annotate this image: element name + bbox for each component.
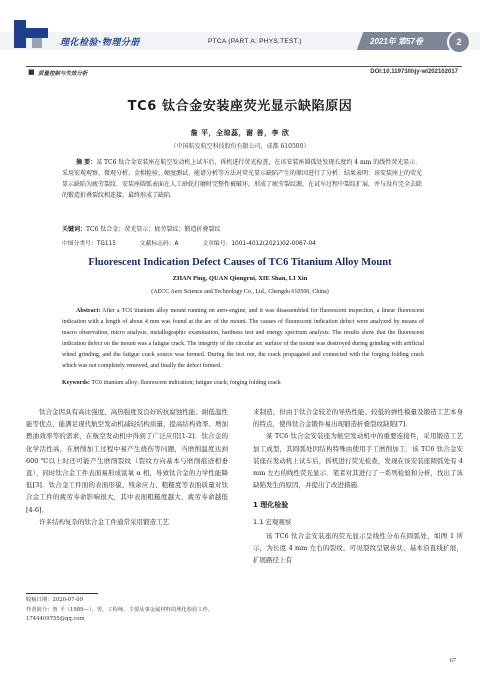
abstract-en-text: After a TC6 titanium alloy mount running on aero-engine, and it was disassembled for fluorescent inspection, a linear fluorescent indication with a length of about 4 mm was found at the arc of the mount. The causes of fluorescent indication defect were analyzed by means of macro observation, micro analysis, metallographic examination, hardness test and energy spectrum analysis. The results show that the fluorescent indication defect on the mount was a fatigue crack. The integrity of the circular arc surface of the mount was destroyed during grinding with artificial wheel grinding, and the fatigue crack source was formed. During the test run, the crack propagated and connected with the forging folding crack which was not completely removed, and finally the defect formed. bbox=[62, 308, 424, 369]
authors-cn: 詹 平，全琼蕊，谢 善，李 欣 bbox=[190, 129, 290, 137]
section-heading: 1 理化检验 bbox=[253, 501, 289, 510]
volume-label: 2021年 第57卷 bbox=[370, 37, 423, 46]
footnote bbox=[26, 596, 231, 625]
journal-logo-icon bbox=[10, 18, 60, 52]
abstract-en-label: Abstract: bbox=[76, 308, 101, 314]
keywords-cn-text: TC6 钛合金；荧光显示；疲劳裂纹；锻造折叠裂纹 bbox=[86, 226, 221, 233]
keywords-cn bbox=[62, 224, 424, 233]
keywords-cn-label: 关键词： bbox=[62, 226, 87, 233]
affiliation-en: (AECC Aero Science and Technology Co., Ltd., Chengdu 610500, China) bbox=[151, 289, 329, 295]
article-title-cn: TC6 钛合金安装座荧光显示缺陷原因 bbox=[127, 99, 353, 114]
body-paragraph: 某 TC6 钛合金安装座为航空发动机中的重要连接件，采用锻造工艺加工成型，其圆弧处因结构特殊由使用手工磨削加工．该 TC6 钛合金安装座在发动机上试车后，拆机进行荧光检查，发现在该安装座圆弧处有 4 mm 左右的线性荧光显示．笔者对其进行了一系列检验和分析，找出了该缺陷发生的原因，并提出了改进措施． bbox=[253, 432, 463, 490]
issue-badge: 2 bbox=[447, 30, 471, 54]
body-paragraph: 该 TC6 钛合金安装座的荧光显示呈线性分布在圆弧处，如图 1 所示，为长度 4 mm 左右的裂纹，可见裂纹呈锯齿状，基本沿直线扩展，扩展路径上有 bbox=[253, 531, 463, 565]
subsection-heading: 1.1 宏观观察 bbox=[253, 517, 292, 526]
article-number: 文章编号：1001-4012(2021)02-0067-04 bbox=[202, 241, 316, 247]
keywords-en bbox=[62, 378, 424, 389]
journal-section-title: 理化检验·物理分册 bbox=[60, 38, 140, 48]
footnote-divider bbox=[26, 593, 98, 594]
affiliation-cn: （中国航发航空科技股份有限公司，成都 610500） bbox=[170, 143, 310, 150]
section-divider bbox=[26, 66, 462, 67]
abstract-cn-label: 摘 要： bbox=[76, 159, 97, 166]
body-paragraph: 钛合金因具有高比强度、高热强度及良好的抗腐蚀性能、耐低温性能等优点，能满足现代航空发动机减轻结构质量、提高结构效率、增加燃油效率等的需求，在航空发动机中得到了广泛应用[1-2]．钛合金的化学活性高，在磨削加工过程中易产生烧伤等问题，当磨削温度达到 600 ℃以上时还可能产生磨削裂纹（裂纹方向基本与磨削痕迹相垂直），同时钛合金工件表面易形成富氧 α 相，导致钛合金的力学性能降低[3]．钛合金工件面的表面形貌、残余应力、粗糙度等表面质量对钛合金工件的疲劳寿命影响很大，其中表面粗糙度越大，疲劳寿命越低[4-6]． bbox=[26, 408, 228, 514]
section-marker-icon: ■ bbox=[28, 68, 35, 76]
abstract-en bbox=[62, 306, 424, 372]
keywords-en-label: Keywords: bbox=[62, 380, 90, 386]
author-bio: 作者简介：詹 平（1989—），男，工程师，主要从事金属材料的理化检验工作，1744409755@qq.com bbox=[26, 606, 214, 622]
doi-link[interactable]: DOI:10.11973/lhjy-wl202102017 bbox=[370, 69, 458, 75]
keywords-en-text: TC6 titanium alloy; fluorescent indication; fatigue crack; forging folding crack bbox=[91, 380, 281, 386]
body-paragraph: 来制造，但由于钛合金较差的导热性能、较低的弹性模量及锻造工艺本身的特点，使得钛合金锻件易出现锻造折叠裂纹缺陷[7]． bbox=[253, 408, 463, 429]
body-right-column bbox=[253, 406, 463, 566]
abstract-cn bbox=[62, 157, 424, 201]
received-date: 收稿日期：2020-07-09 bbox=[26, 597, 84, 603]
journal-name: PTCA (PART A: PHYS.TEST.) bbox=[208, 38, 302, 45]
column-label: 质量控制与失效分析 bbox=[38, 71, 88, 77]
body-paragraph: 许多结构复杂的钛合金工件通常采用锻造工艺 bbox=[39, 517, 169, 526]
body-left-column bbox=[26, 406, 228, 528]
classification-row bbox=[62, 238, 424, 247]
abstract-cn-text: 某 TC6 钛合金安装座在航空发动机上试车后，拆机进行荧光检查，在该安装座圆孤处发现长度约 4 mm 的线性荧光显示．采用宏观观察、微观分析、金相检验、硬度测试、能谱分析等方法对荧光显示缺陷产生的原因进行了分析．结果表明：该安装座上的荧光显示缺陷为疲劳裂纹．安装座圆弧表面在人工砂轮打磨时完整性被破坏，形成了疲劳裂纹源，在试车过程中裂纹扩展，并与没有完全去除的锻造折叠裂纹相连接，最终形成了缺陷． bbox=[62, 159, 423, 199]
authors-en: ZHAN Ping, QUAN Qiongrui, XIE Shan, LI Xin bbox=[172, 275, 308, 282]
page-number: 67 bbox=[449, 657, 456, 664]
document-code: 文献标志码：A bbox=[139, 241, 179, 247]
clc-number: 中图分类号：TG115 bbox=[62, 241, 116, 247]
article-title-en: Fluorescent Indication Defect Causes of TC6 Titanium Alloy Mount bbox=[88, 257, 392, 268]
